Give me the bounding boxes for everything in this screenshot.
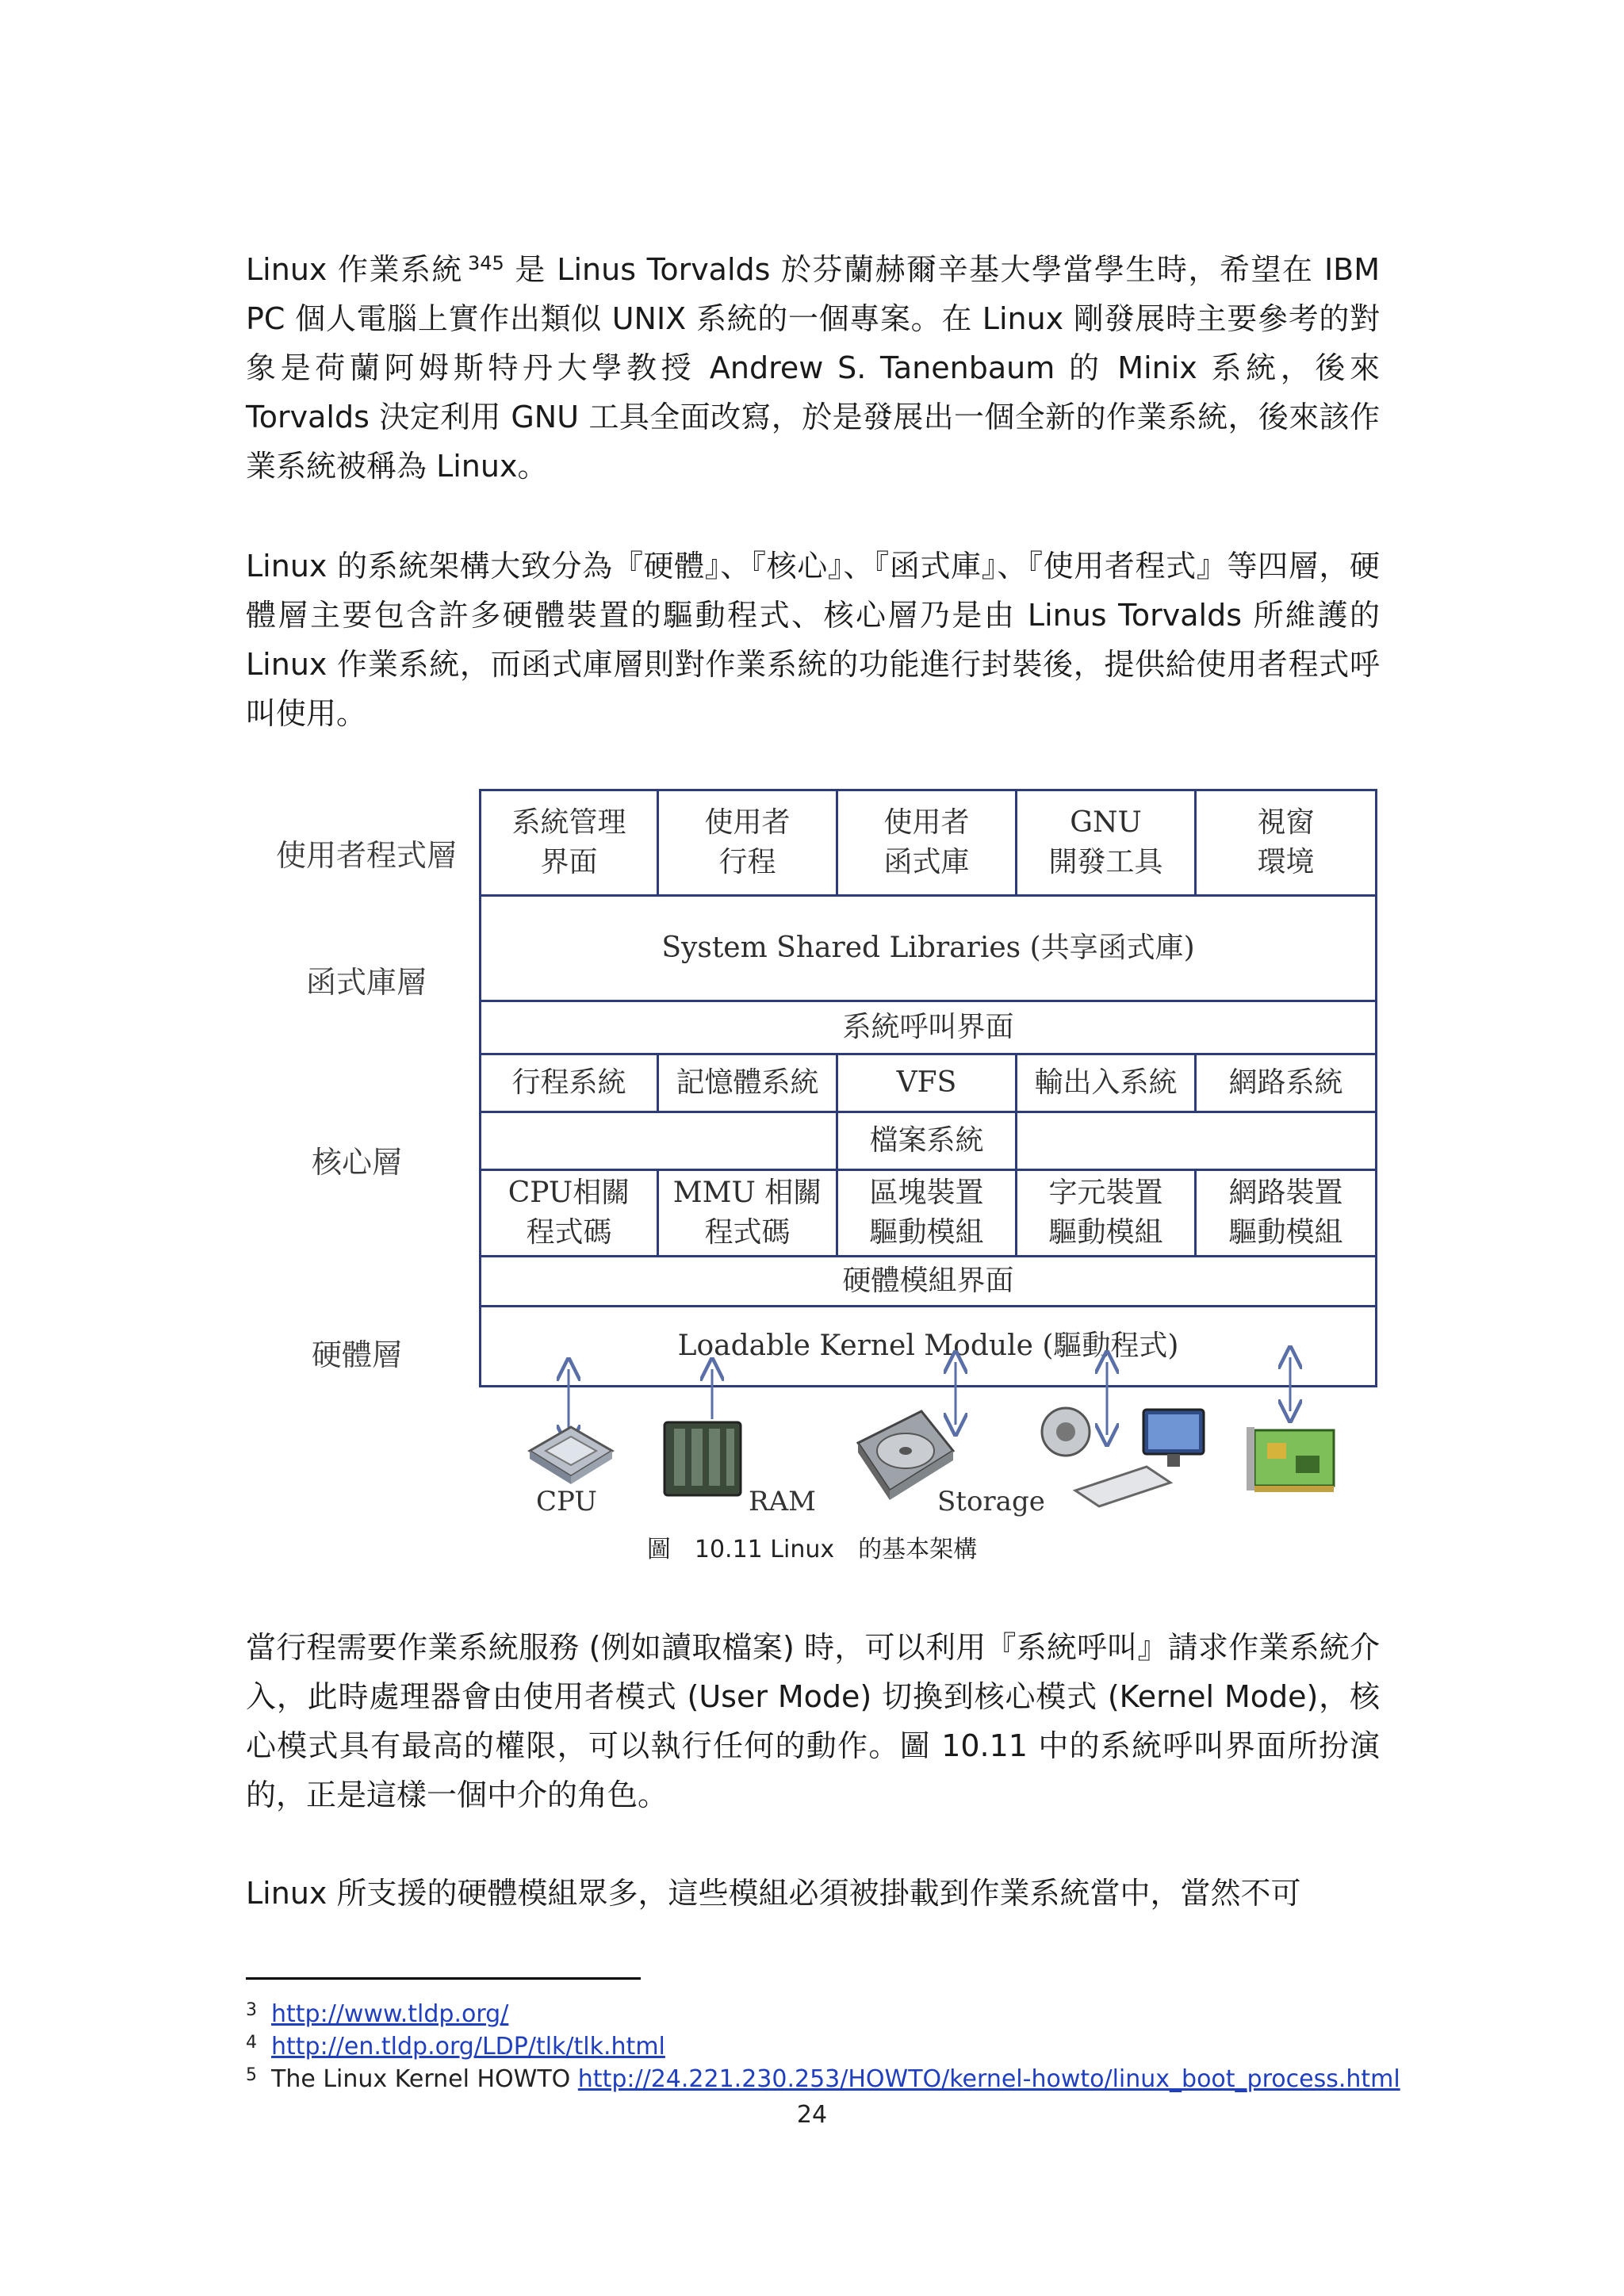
kernel-subsystem-cell: 記憶體系統 <box>657 1053 838 1113</box>
system-call-interface-cell: 系統呼叫界面 <box>479 1000 1377 1055</box>
driver-cell: 區塊裝置 驅動模組 <box>836 1169 1017 1257</box>
loadable-kernel-module-cell: Loadable Kernel Module (驅動程式) <box>479 1305 1377 1387</box>
paragraph-hardware-modules: Linux 所支援的硬體模組眾多，這些模組必須被掛載到作業系統當中，當然不可 <box>246 1876 1301 1911</box>
driver-cell: MMU 相關 程式碼 <box>657 1169 838 1257</box>
layer-label-library: 函式庫層 <box>305 965 427 1000</box>
hw-label-cpu: CPU <box>536 1486 597 1517</box>
user-app-cell: 視窗 環境 <box>1194 789 1377 897</box>
footnote <box>246 2000 508 2028</box>
footnote-number: 4 <box>246 2033 257 2053</box>
footnote-number: 5 <box>246 2065 257 2085</box>
driver-cell: CPU相關 程式碼 <box>479 1169 659 1257</box>
figure-caption: 圖 10.11 Linux 的基本架構 <box>646 1536 978 1563</box>
user-app-cell: 系統管理 界面 <box>479 789 659 897</box>
footnote-link[interactable]: http://www.tldp.org/ <box>271 2000 509 2028</box>
footnote <box>246 2065 1400 2093</box>
layer-label-kernel: 核心層 <box>311 1145 402 1180</box>
kernel-subsystem-cell: VFS <box>836 1053 1017 1113</box>
footnote-separator <box>246 1977 641 1980</box>
user-app-cell: 使用者 行程 <box>657 789 838 897</box>
paragraph-system-call: 當行程需要作業系統服務 (例如讀取檔案) 時，可以利用『系統呼叫』請求作業系統介入，此時處理器會由使用者模式 (User Mode) 切換到核心模式 (Kernel Mode)，核心模式具有最高的權限，可以執行任何的動作。圖 10.11 中的系統呼叫界面所扮演的，正是這樣一個中介的角色。 <box>246 1630 1380 1812</box>
network-card-icon <box>1247 1419 1342 1498</box>
file-system-cell: 檔案系統 <box>836 1111 1017 1171</box>
footnote-number: 3 <box>246 2000 257 2020</box>
hw-label-storage: Storage <box>937 1486 1045 1517</box>
footnote-prefix: The Linux Kernel HOWTO <box>271 2065 578 2093</box>
shared-libraries-cell: System Shared Libraries (共享函式庫) <box>479 894 1377 1002</box>
user-app-cell: GNU 開發工具 <box>1015 789 1197 897</box>
driver-cell: 網路裝置 驅動模組 <box>1194 1169 1377 1257</box>
footnote <box>246 2033 665 2061</box>
kernel-subsystem-cell: 輸出入系統 <box>1015 1053 1197 1113</box>
footnote-link[interactable]: http://en.tldp.org/LDP/tlk/tlk.html <box>271 2033 665 2061</box>
kernel-subsystem-cell: 網路系統 <box>1194 1053 1377 1113</box>
footnote-link[interactable]: http://24.221.230.253/HOWTO/kernel-howto/linux_boot_process.html <box>577 2065 1400 2093</box>
hw-label-ram: RAM <box>749 1486 816 1517</box>
paragraph-architecture: Linux 的系統架構大致分為『硬體』、『核心』、『函式庫』、『使用者程式』等四層，硬體層主要包含許多硬體裝置的驅動程式、核心層乃是由 Linus Torvalds 所維護的 Linux 作業系統，而函式庫層則對作業系統的功能進行封裝後，提供給使用者程式呼叫使用。 <box>246 549 1380 731</box>
peripherals-icon <box>1028 1403 1218 1514</box>
footnote-reference[interactable]: 345 <box>467 252 504 274</box>
paragraph-text: 是 Linus Torvalds 於芬蘭赫爾辛基大學當學生時，希望在 IBM PC 個人電腦上實作出類似 UNIX 系統的一個專案。在 Linux 剛發展時主要參考的對象是荷蘭阿姆斯特丹大學教授 Andrew S. Tanenbaum 的 Minix 系統，後來 Torvalds 決定利用 GNU 工具全面改寫，於是發展出一個全新的作業系統，後來該作業系統被稱為 Linux。 <box>246 252 1381 484</box>
kernel-subsystem-cell: 行程系統 <box>479 1053 659 1113</box>
page-number: 24 <box>796 2101 828 2129</box>
ram-module-icon <box>660 1418 747 1505</box>
layer-label-hardware: 硬體層 <box>311 1337 402 1372</box>
layer-label-user: 使用者程式層 <box>275 838 457 873</box>
hardware-interface-cell: 硬體模組界面 <box>479 1255 1377 1307</box>
driver-cell: 字元裝置 驅動模組 <box>1015 1169 1197 1257</box>
paragraph-text: Linux 作業系統 <box>246 252 463 287</box>
user-app-cell: 使用者 函式庫 <box>836 789 1017 897</box>
